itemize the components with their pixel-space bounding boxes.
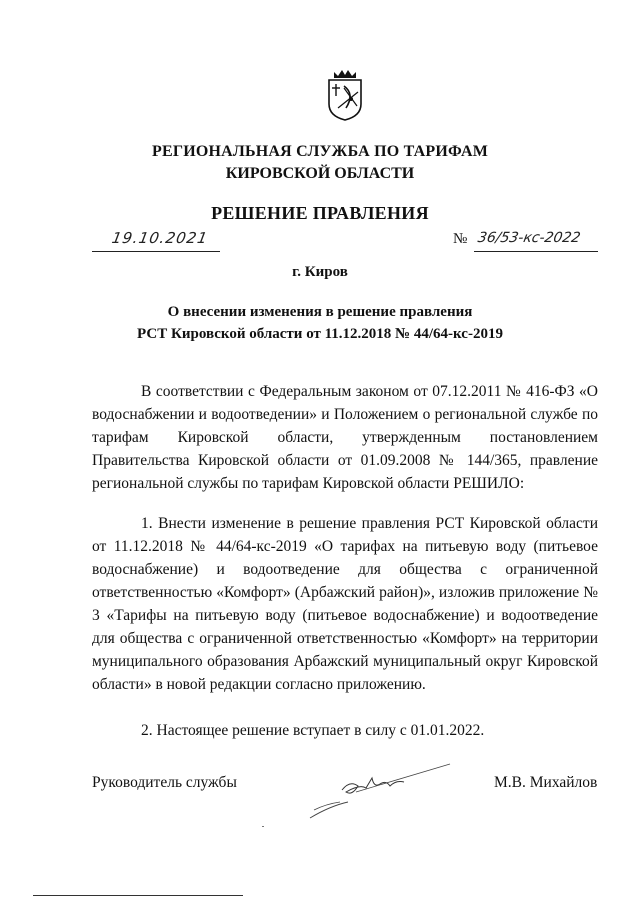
footer-rule (33, 895, 243, 896)
document-number: 36/53-кс-2022 (476, 230, 582, 246)
subject-line1: О внесении изменения в решение правления (167, 304, 473, 320)
document-number-field (474, 229, 598, 252)
subject-line2: РСТ Кировской области от 11.12.2018 № 44/64-кс-2019 (137, 326, 503, 342)
signatory-position: Руководитель службы (92, 774, 237, 791)
scan-speck (262, 826, 264, 827)
document-type: РЕШЕНИЕ ПРАВЛЕНИЯ (211, 203, 429, 223)
handwritten-signature (300, 758, 470, 828)
paragraph-item-2: 2. Настоящее решение вступает в силу с 01.01.2022. (141, 722, 485, 739)
city: г. Киров (292, 264, 348, 280)
document-date-field (92, 229, 220, 252)
coat-of-arms-icon (324, 66, 366, 122)
paragraph-item-1: 1. Внести изменение в решение правления РСТ Кировской области от 11.12.2018 № 44/64-кс-2019 «О тарифах на питьевую воду (питьевое водоснабжение) и водоотведение для общества с ограниченной ответственностью «Комфорт» (Арбажский район)», изложив приложение № 3 «Тарифы на питьевую воду (питьевое водоснабжение) и водоотведение для общества с ограниченной ответственностью «Комфорт» на территории муниципального образования Арбажский муниципальный округ Кировской области» в новой редакции согласно приложению. (92, 515, 598, 693)
org-name-line2: КИРОВСКОЙ ОБЛАСТИ (225, 165, 415, 182)
document-date: 19.10.2021 (110, 229, 210, 247)
number-label: № (453, 231, 468, 247)
org-name-line1: РЕГИОНАЛЬНАЯ СЛУЖБА ПО ТАРИФАМ (151, 143, 489, 160)
signatory-name: М.В. Михайлов (494, 774, 598, 791)
paragraph-preamble: В соответствии с Федеральным законом от 07.12.2011 № 416-ФЗ «О водоснабжении и водоотведении» и Положением о региональной службе по тарифам Кировской области, утвержденным постановлением Правительства Кировской области от 01.09.2008 № 144/365, правление региональной службы по тарифам Кировской области РЕШИЛО: (92, 383, 598, 492)
